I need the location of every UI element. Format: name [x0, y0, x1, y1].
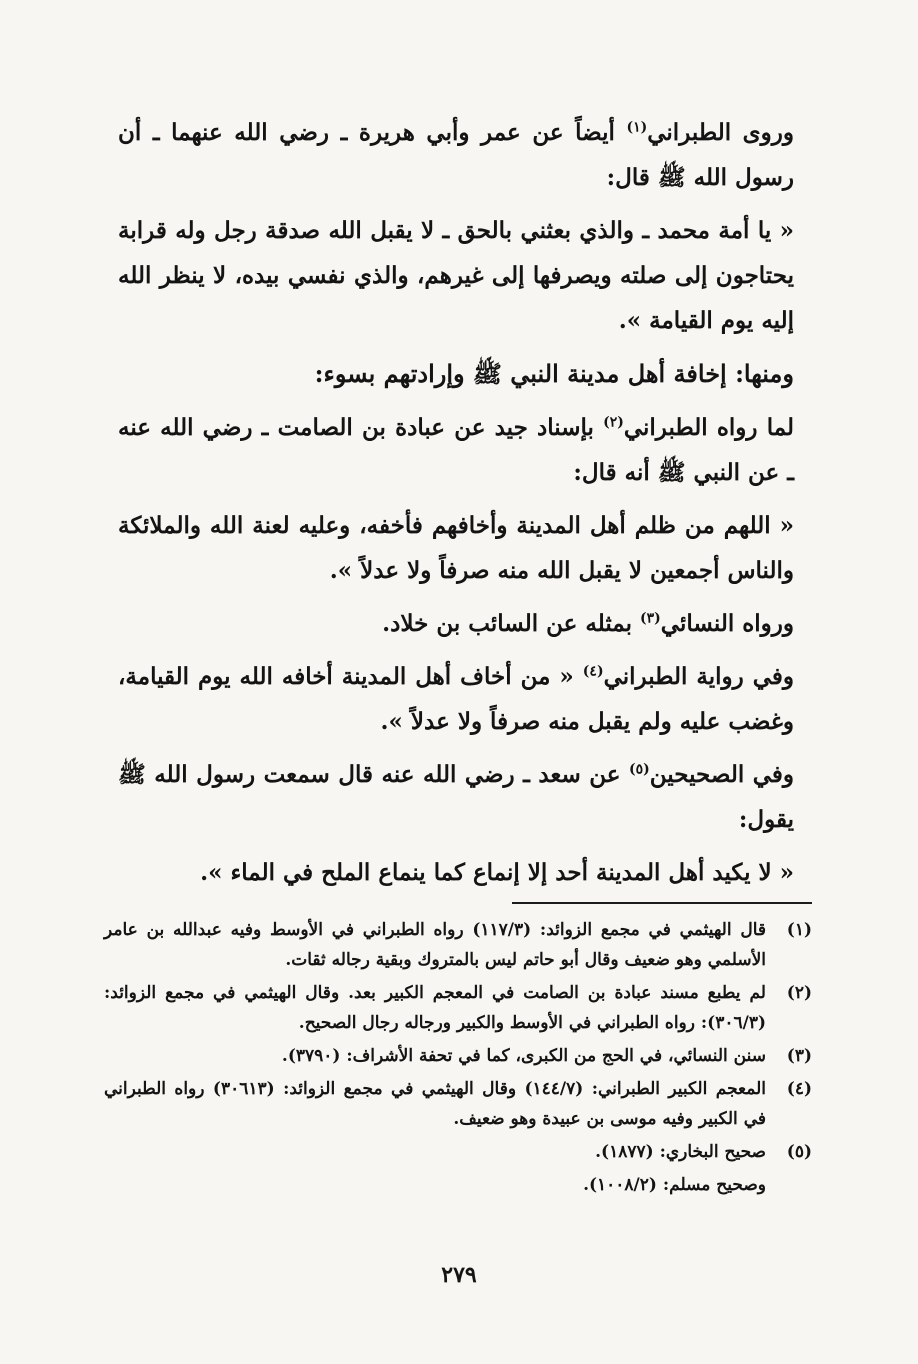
- footnote-text: المعجم الكبير الطبراني: (١٤٤/٧) وقال الهيثمي في مجمع الزوائد: (٣٠٦١٣) رواه الطبراني في الكبير وفيه موسى بن عبيدة وهو ضعيف.: [104, 1079, 766, 1129]
- footnote-ref-1: (١): [626, 119, 648, 136]
- footnote-number: (٤): [786, 1079, 812, 1099]
- paragraph-6-text: وفي رواية الطبراني: [603, 663, 795, 690]
- footnote-divider: [512, 902, 812, 904]
- paragraph-3: [118, 405, 812, 495]
- footnote-ref-2: (٢): [603, 414, 624, 431]
- footnote-item: [104, 1137, 812, 1167]
- footnote-text: سنن النسائي، في الحج من الكبرى، كما في تحفة الأشراف: (٣٧٩٠).: [281, 1046, 766, 1066]
- footnote-ref-4: (٤): [582, 663, 604, 680]
- paragraph-7-text: وفي الصحيحين: [649, 761, 794, 788]
- paragraph-7: [118, 752, 812, 842]
- footnote-number: (١): [786, 920, 812, 940]
- page-number: ٢٧٩: [441, 1262, 477, 1288]
- footnote-ref-5: (٥): [629, 761, 650, 778]
- paragraph-1: [118, 110, 812, 200]
- paragraph-3-text: لما رواه الطبراني: [623, 414, 795, 441]
- footnote-item: [104, 978, 812, 1038]
- paragraph-7-rest: عن سعد ـ رضي الله عنه قال سمعت رسول الله ﷺ يقول:: [118, 761, 794, 833]
- footnote-item: [104, 1041, 812, 1071]
- hadith-quote-3: « لا يكيد أهل المدينة أحد إلا إنماع كما ينماع الملح في الماء ».: [200, 859, 794, 886]
- footnote-item: [104, 1074, 812, 1134]
- footnote-ref-3: (٣): [640, 610, 661, 627]
- hadith-quote-2: « اللهم من ظلم أهل المدينة وأخافهم فأخفه، وعليه لعنة الله والملائكة والناس أجمعين لا يقبل الله منه صرفاً ولا عدلاً ».: [118, 512, 794, 584]
- section-heading: ومنها: إخافة أهل مدينة النبي ﷺ وإرادتهم بسوء:: [314, 359, 794, 388]
- footnote-item: [104, 915, 812, 975]
- paragraph-5: [118, 601, 812, 646]
- paragraph-3-rest: بإسناد جيد عن عبادة بن الصامت ـ رضي الله عنه ـ عن النبي ﷺ أنه قال:: [118, 414, 794, 486]
- paragraph-1-text: وروى الطبراني: [647, 119, 794, 146]
- paragraph-6-rest: « من أخاف أهل المدينة أخافه الله يوم القيامة، وغضب عليه ولم يقبل منه صرفاً ولا عدلاً ».: [118, 663, 794, 735]
- main-text: [118, 110, 812, 903]
- paragraph-5-text: ورواه النسائي: [660, 610, 794, 637]
- paragraph-6: [118, 654, 812, 744]
- footnote-text: صحيح البخاري: (١٨٧٧).: [595, 1142, 766, 1162]
- paragraph-5-rest: بمثله عن السائب بن خلاد.: [382, 610, 640, 637]
- footnote-text: لم يطبع مسند عبادة بن الصامت في المعجم الكبير بعد. وقال الهيثمي في مجمع الزوائد: (٣٠٦/٣): رواه الطبراني في الأوسط والكبير ورجاله رجال الصحيح.: [104, 983, 766, 1033]
- footnote-number: (٢): [786, 983, 812, 1003]
- footnotes: [104, 915, 812, 1200]
- footnote-number: (٥): [786, 1142, 812, 1162]
- footnote-text: قال الهيثمي في مجمع الزوائد: (١١٧/٣) رواه الطبراني في الأوسط وفيه عبدالله بن عامر الأسلمي وهو ضعيف وقال أبو حاتم ليس بالمتروك وبقية رجاله ثقات.: [104, 920, 767, 970]
- footnote-number: (٣): [786, 1046, 812, 1066]
- footnote-continuation: وصحيح مسلم: (١٠٠٨/٢).: [583, 1175, 766, 1195]
- hadith-quote-1: « يا أمة محمد ـ والذي بعثني بالحق ـ لا يقبل الله صدقة رجل وله قرابة يحتاجون إلى صلته ويصرفها إلى غيرهم، والذي نفسي بيده، لا ينظر الله إليه يوم القيامة ».: [118, 217, 794, 334]
- paragraph-1-rest: أيضاً عن عمر وأبي هريرة ـ رضي الله عنهما ـ أن رسول الله ﷺ قال:: [118, 119, 794, 191]
